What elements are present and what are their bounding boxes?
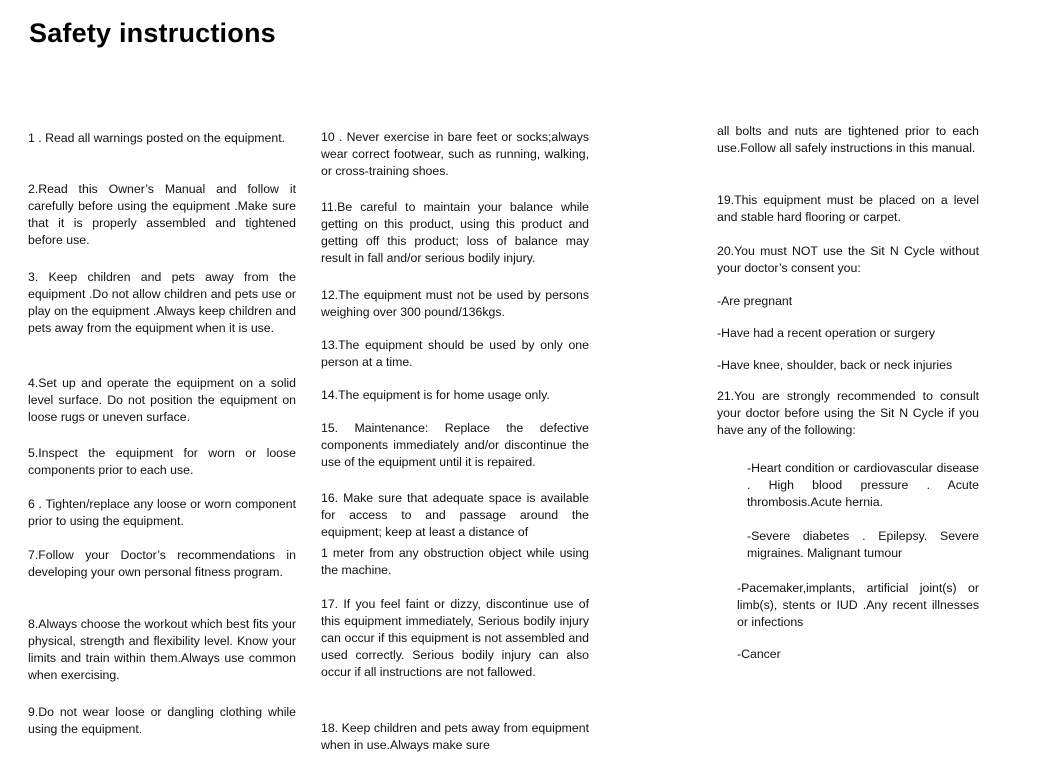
instruction-item: 20.You must NOT use the Sit N Cycle without your doctor’s consent you:	[717, 244, 979, 275]
instruction-item: 1 . Read all warnings posted on the equipment.	[28, 131, 286, 145]
instruction-item: 19.This equipment must be placed on a level and stable hard flooring or carpet.	[717, 193, 979, 224]
instruction-item: 16. Make sure that adequate space is available for access to and passage around the equipment; keep at least a distance of	[321, 491, 589, 539]
instruction-item: 21.You are strongly recommended to consult your doctor before using the Sit N Cycle if you have any of the following:	[717, 389, 979, 437]
instruction-item: 4.Set up and operate the equipment on a solid level surface. Do not position the equipment on loose rugs or uneven surface.	[28, 376, 296, 424]
instruction-item: 17. If you feel faint or dizzy, discontinue use of this equipment immediately, Serious bodily injury can occur if this equipment is not assembled and used correctly. Serious bodily injury can also occur if all instructions are not fallowed.	[321, 597, 589, 679]
instruction-item: -Heart condition or cardiovascular disease . High blood pressure . Acute thrombosis.Acute hernia.	[747, 461, 979, 509]
instruction-item: -Cancer	[737, 647, 781, 661]
instruction-item: 11.Be careful to maintain your balance while getting on this product, using this product and getting off this product; loss of balance may result in fall and/or serious bodily injury.	[321, 200, 589, 265]
instruction-item: -Severe diabetes . Epilepsy. Severe migraines. Malignant tumour	[747, 529, 979, 560]
instruction-item: 14.The equipment is for home usage only.	[321, 388, 550, 402]
instruction-item: 13.The equipment should be used by only one person at a time.	[321, 338, 589, 369]
instruction-item: 8.Always choose the workout which best fits your physical, strength and flexibility level. Know your limits and train within them.Always use common when exercising.	[28, 617, 296, 682]
instruction-item: 18. Keep children and pets away from equipment when in use.Always make sure	[321, 721, 589, 752]
instruction-item: 10 . Never exercise in bare feet or socks;always wear correct footwear, such as running, walking, or cross-training shoes.	[321, 130, 589, 178]
instruction-item: -Have knee, shoulder, back or neck injuries	[717, 358, 953, 372]
instruction-item: 12.The equipment must not be used by persons weighing over 300 pound/136kgs.	[321, 288, 589, 319]
page-title: Safety instructions	[29, 18, 276, 48]
instruction-item: -Have had a recent operation or surgery	[717, 326, 936, 340]
instruction-item: -Pacemaker,implants, artificial joint(s) or limb(s), stents or IUD .Any recent illnesses or infections	[737, 581, 979, 629]
instruction-item: 5.Inspect the equipment for worn or loose components prior to each use.	[28, 446, 296, 477]
instruction-item: 3. Keep children and pets away from the equipment .Do not allow children and pets use or play on the equipment .Always keep children and pets away from the equipment when it is use.	[28, 270, 296, 335]
instruction-item: 1 meter from any obstruction object while using the machine.	[321, 546, 589, 577]
instruction-item: 6 . Tighten/replace any loose or worn component prior to using the equipment.	[28, 497, 296, 528]
instruction-item: -Are pregnant	[717, 294, 793, 308]
instruction-item: all bolts and nuts are tightened prior to each use.Follow all safely instructions in this manual.	[717, 124, 979, 155]
instruction-item: 15. Maintenance: Replace the defective components immediately and/or discontinue the use of the equipment until it is repaired.	[321, 421, 589, 469]
instruction-item: 7.Follow your Doctor’s recommendations in developing your own personal fitness program.	[28, 548, 296, 579]
instruction-item: 9.Do not wear loose or dangling clothing while using the equipment.	[28, 705, 296, 736]
instruction-item: 2.Read this Owner’s Manual and follow it carefully before using the equipment .Make sure that it is properly assembled and tightened before use.	[28, 182, 296, 247]
